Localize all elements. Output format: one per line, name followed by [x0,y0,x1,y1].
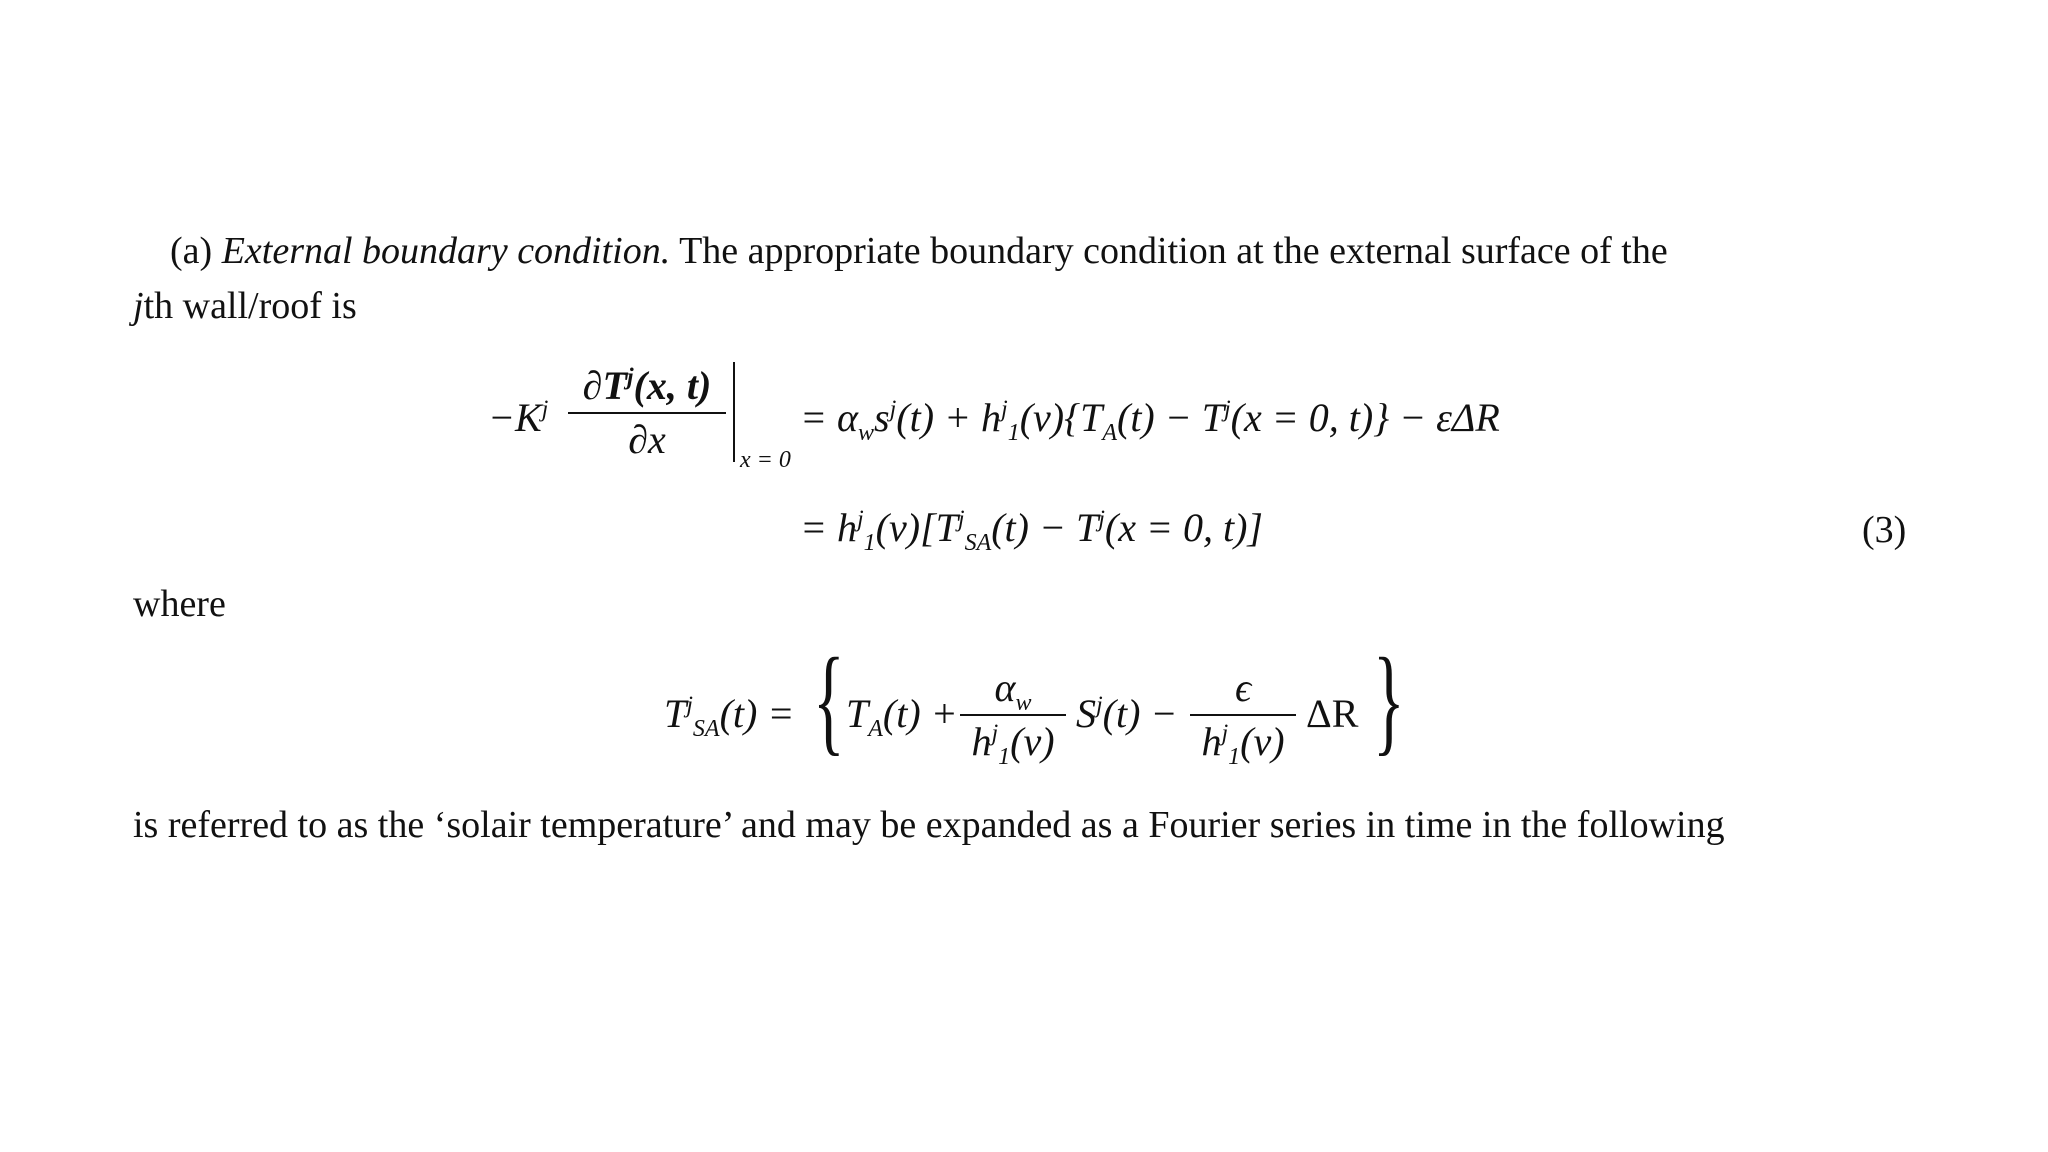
evaluation-bar [733,362,735,462]
eq3-lhs-fraction: $\partial T^j(x$, t) ∂x [568,366,726,460]
tsa-term-3: ΔR [1306,691,1359,736]
tsa-fraction-1: $\alpha_w$ $h^j_1(v)$ [960,668,1066,762]
paragraph-line-1 [170,232,1668,270]
paragraph-2: is referred to as the ‘solair temperature’ and may be expanded as a Fourier series in time in the following [133,804,1725,846]
brace-open: { [812,633,845,766]
brace-close: } [1372,633,1405,766]
item-prefix: (a) [170,230,213,272]
section-heading: External boundary condition. [221,230,671,272]
eq3-rhs-line-2: = $h^j_1(v)[T^j_{SA}(t) - T^j(x = 0$, t)] [800,505,1263,556]
paragraph-text: The appropriate boundary condition at the external surface of the [679,230,1668,272]
tsa-term-2: $S^j(t)$ − [1076,691,1178,736]
eval-subscript: x = 0 [740,447,791,473]
where-text: where [133,583,226,625]
index-variable: j [133,285,144,327]
paragraph-text: th wall/roof is [143,285,357,327]
eq3-lhs-prefix: $-K^j$ [488,395,549,440]
tsa-lhs: $T^j_{SA}(t)$ = [664,691,795,742]
tsa-fraction-2: ϵ $h^j_1(v)$ [1190,668,1296,762]
tsa-term-1: $T_A(t)$ + [846,691,958,742]
eq3-rhs-line-1: = $\alpha_ws^j(t) + h^j_1(v)\{T_A(t) - T^j(x = 0$, t)} − εΔR [800,395,1500,446]
equation-number: (3) [1862,509,1907,551]
paragraph-line-2 [133,287,357,325]
